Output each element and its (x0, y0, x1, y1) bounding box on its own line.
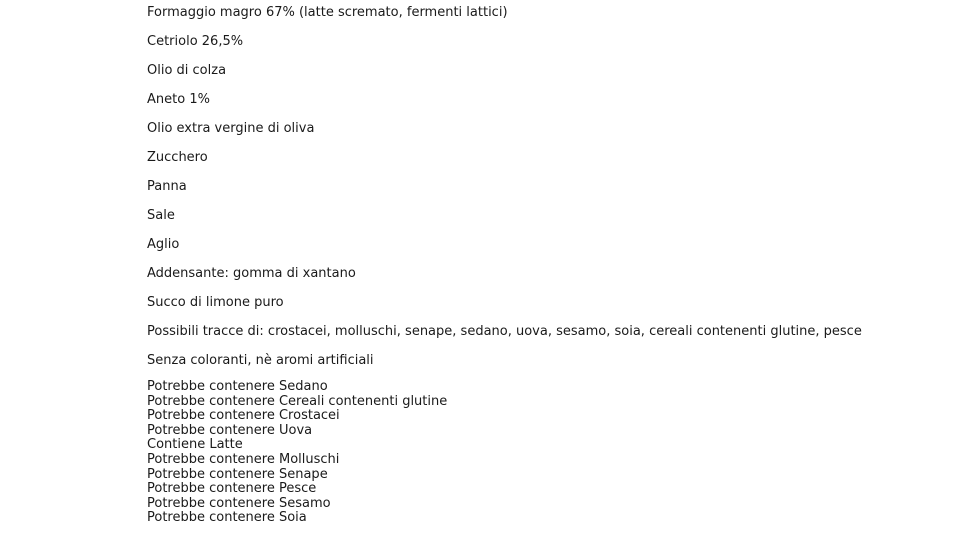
ingredient-item: Olio extra vergine di oliva (147, 121, 315, 136)
allergen-item: Potrebbe contenere Senape (147, 466, 328, 482)
ingredient-list (147, 4, 937, 369)
ingredient-item: Aglio (147, 237, 180, 252)
allergen-item: Potrebbe contenere Cereali contenenti glutine (147, 393, 448, 409)
ingredient-item: Olio di colza (147, 63, 227, 78)
ingredient-document (147, 4, 937, 526)
allergen-item: Contiene Latte (147, 437, 243, 453)
allergen-item: Potrebbe contenere Molluschi (147, 451, 340, 467)
ingredient-item: Cetriolo 26,5% (147, 34, 244, 49)
ingredient-item: Aneto 1% (147, 92, 210, 107)
ingredient-item: Addensante: gomma di xantano (147, 266, 356, 281)
allergen-item: Potrebbe contenere Crostacei (147, 408, 340, 424)
allergen-item: Potrebbe contenere Sedano (147, 379, 328, 394)
ingredient-item: Succo di limone puro (147, 295, 284, 310)
ingredient-item: Possibili tracce di: crostacei, molluschi, senape, sedano, uova, sesamo, soia, cereali contenenti glutine, pesce (147, 324, 862, 339)
allergen-item: Potrebbe contenere Uova (147, 422, 313, 438)
ingredient-item: Senza coloranti, nè aromi artificiali (147, 353, 374, 368)
allergen-item: Potrebbe contenere Sesamo (147, 495, 331, 511)
allergen-item: Potrebbe contenere Soia (147, 510, 307, 526)
allergen-list (147, 380, 937, 526)
ingredient-item: Formaggio magro 67% (latte scremato, fermenti lattici) (147, 5, 508, 20)
allergen-item: Potrebbe contenere Pesce (147, 481, 317, 497)
ingredient-item: Panna (147, 179, 187, 194)
ingredient-item: Sale (147, 208, 175, 223)
ingredient-item: Zucchero (147, 150, 208, 165)
